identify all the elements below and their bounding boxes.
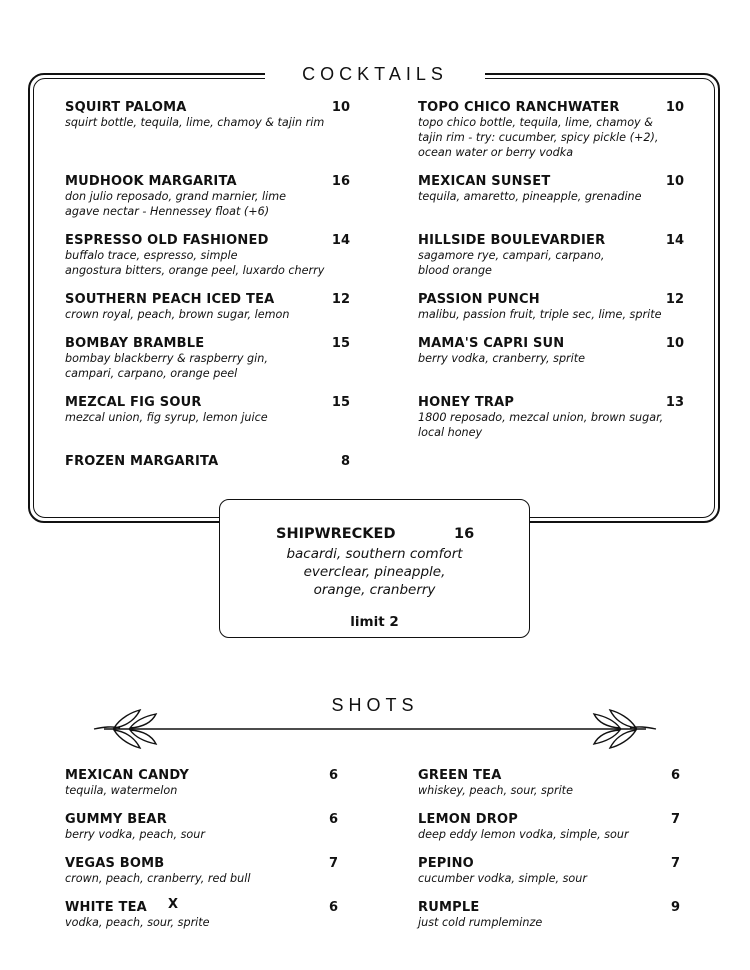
item-price: 13	[665, 395, 684, 410]
item-desc: crown, peach, cranberry, red bull	[65, 872, 251, 885]
menu-item	[418, 900, 680, 930]
menu-item	[65, 900, 338, 930]
item-desc: bombay blackberry & raspberry gin,	[65, 352, 268, 365]
item-desc: 1800 reposado, mezcal union, brown sugar,	[418, 411, 664, 424]
item-price: 14	[665, 233, 684, 248]
item-desc: deep eddy lemon vodka, simple, sour	[418, 828, 629, 841]
item-desc: berry vodka, peach, sour	[65, 828, 205, 841]
menu-item	[65, 174, 350, 219]
item-price: 14	[331, 233, 350, 248]
menu-item	[65, 812, 338, 842]
item-name: GUMMY BEAR	[65, 812, 167, 827]
item-name: BOMBAY BRAMBLE	[65, 336, 205, 351]
item-desc: vodka, peach, sour, sprite	[65, 916, 210, 929]
menu-item	[65, 768, 338, 798]
menu-item	[65, 395, 350, 425]
item-desc: whiskey, peach, sour, sprite	[418, 784, 573, 797]
menu-item	[65, 292, 350, 322]
item-price: 6	[328, 900, 338, 915]
item-desc: mezcal union, fig syrup, lemon juice	[65, 411, 268, 424]
featured-price: 16	[454, 526, 475, 542]
item-price: 8	[340, 454, 350, 469]
menu-item	[418, 336, 684, 366]
item-name: PASSION PUNCH	[418, 292, 540, 307]
item-desc: cucumber vodka, simple, sour	[418, 872, 587, 885]
item-name: TOPO CHICO RANCHWATER	[418, 100, 620, 115]
item-desc: don julio reposado, grand marnier, lime	[65, 190, 287, 203]
item-price: 6	[328, 768, 338, 783]
item-name: MEZCAL FIG SOUR	[65, 395, 202, 410]
item-name: FROZEN MARGARITA	[65, 454, 219, 469]
menu-item	[418, 768, 680, 798]
item-price: 9	[670, 900, 680, 915]
item-name: VEGAS BOMB	[65, 856, 165, 871]
featured-name: SHIPWRECKED	[276, 526, 396, 542]
menu-item	[418, 292, 684, 322]
item-desc: berry vodka, cranberry, sprite	[418, 352, 586, 365]
menu-item	[65, 336, 350, 381]
item-name: WHITE TEA	[65, 900, 147, 915]
item-price: 12	[331, 292, 350, 307]
leaf-divider-ornament	[90, 706, 660, 752]
item-desc: campari, carpano, orange peel	[65, 367, 238, 380]
item-desc: malibu, passion fruit, triple sec, lime, sprite	[418, 308, 662, 321]
featured-desc-line: orange, cranberry	[313, 582, 436, 598]
item-desc: blood orange	[418, 264, 492, 277]
item-desc: crown royal, peach, brown sugar, lemon	[65, 308, 290, 321]
item-desc: angostura bitters, orange peel, luxardo cherry	[65, 264, 325, 277]
item-name: MEXICAN SUNSET	[418, 174, 551, 189]
item-name: SOUTHERN PEACH ICED TEA	[65, 292, 275, 307]
item-desc: agave nectar - Hennessey float (+6)	[65, 205, 270, 218]
menu-item	[65, 100, 350, 130]
item-desc: sagamore rye, campari, carpano,	[418, 249, 605, 262]
menu-item	[418, 174, 684, 204]
item-desc: topo chico bottle, tequila, lime, chamoy &	[418, 116, 653, 129]
menu-item	[418, 812, 680, 842]
item-name: MEXICAN CANDY	[65, 768, 190, 783]
item-desc: local honey	[418, 426, 483, 439]
item-name: GREEN TEA	[418, 768, 502, 783]
shots-title: SHOTS	[331, 695, 419, 715]
item-name: PEPINO	[418, 856, 474, 871]
item-name: MAMA'S CAPRI SUN	[418, 336, 565, 351]
item-price: 6	[670, 768, 680, 783]
handwritten-x-mark: X	[168, 897, 179, 912]
menu-item	[65, 454, 350, 469]
item-price: 16	[331, 174, 350, 189]
item-name: RUMPLE	[418, 900, 480, 915]
cocktails-title: COCKTAILS	[302, 64, 448, 84]
item-desc: just cold rumpleminze	[418, 916, 543, 929]
item-name: MUDHOOK MARGARITA	[65, 174, 237, 189]
item-price: 15	[331, 395, 350, 410]
item-price: 10	[665, 100, 684, 115]
menu-item	[418, 856, 680, 886]
item-price: 10	[665, 336, 684, 351]
item-desc: tequila, amaretto, pineapple, grenadine	[418, 190, 642, 203]
item-price: 12	[665, 292, 684, 307]
item-name: LEMON DROP	[418, 812, 518, 827]
item-price: 7	[670, 812, 680, 827]
item-desc: buffalo trace, espresso, simple	[65, 249, 238, 262]
menu-item	[418, 233, 684, 278]
item-name: ESPRESSO OLD FASHIONED	[65, 233, 269, 248]
item-name: SQUIRT PALOMA	[65, 100, 187, 115]
featured-limit: limit 2	[350, 614, 399, 630]
item-price: 7	[670, 856, 680, 871]
item-price: 10	[331, 100, 350, 115]
menu-item	[418, 100, 684, 160]
item-price: 15	[331, 336, 350, 351]
item-price: 7	[328, 856, 338, 871]
item-desc: squirt bottle, tequila, lime, chamoy & tajin rim	[65, 116, 325, 129]
item-price: 10	[665, 174, 684, 189]
item-desc: tequila, watermelon	[65, 784, 178, 797]
item-desc: tajin rim - try: cucumber, spicy pickle (+2),	[418, 131, 659, 144]
menu-item	[418, 395, 684, 440]
featured-desc-line: everclear, pineapple,	[303, 564, 446, 580]
featured-drink-box	[219, 499, 530, 638]
menu-item	[65, 856, 338, 886]
featured-desc-line: bacardi, southern comfort	[286, 546, 463, 562]
menu-item	[65, 233, 350, 278]
item-name: HONEY TRAP	[418, 395, 515, 410]
item-desc: ocean water or berry vodka	[418, 146, 574, 159]
item-price: 6	[328, 812, 338, 827]
item-name: HILLSIDE BOULEVARDIER	[418, 233, 606, 248]
featured-desc	[220, 545, 529, 599]
